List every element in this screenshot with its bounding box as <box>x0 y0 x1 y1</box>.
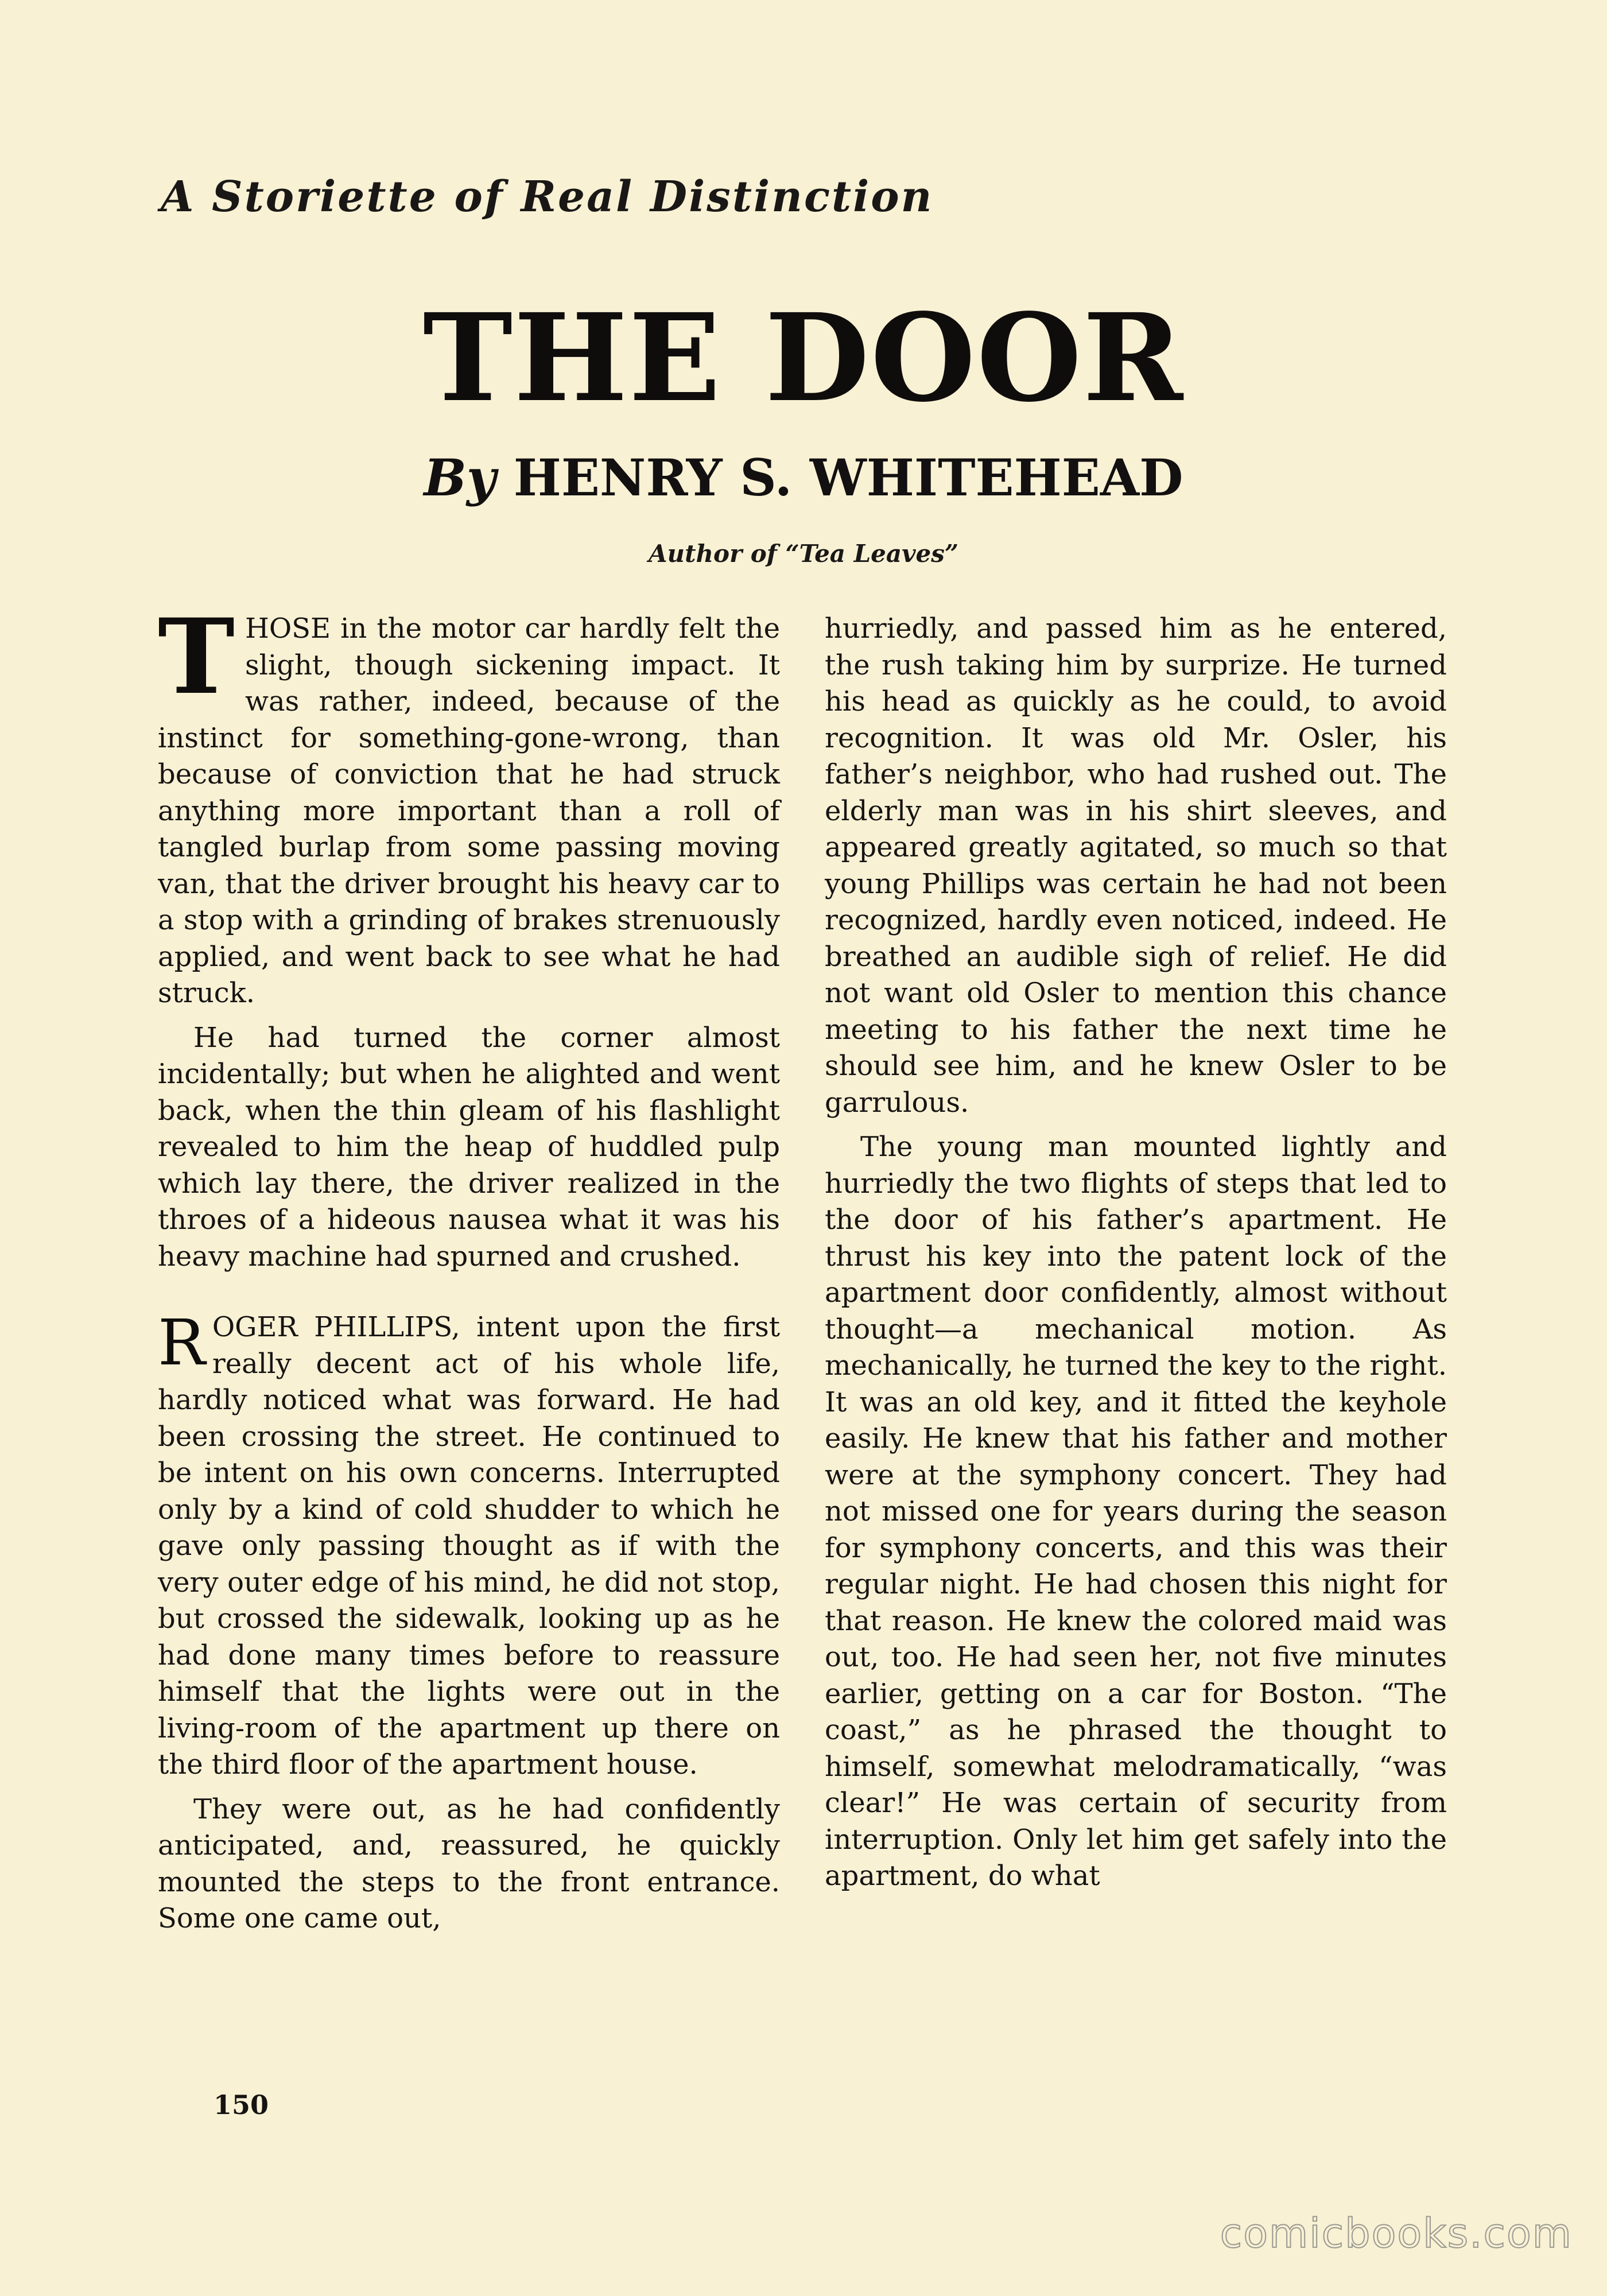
author-name: HENRY S. WHITEHEAD <box>513 448 1183 507</box>
watermark: comicbooks.com <box>1220 2210 1573 2257</box>
paragraph: They were out, as he had confidently anticipated, and, reassured, he quickly mounted the steps to the front entrance. Some one came out, <box>158 1793 780 1934</box>
paragraph: The young man mounted lightly and hurriedly the two flights of steps that led to the door of his father’s apartment. He thrust his key into the patent lock of the apartment door confidently, almost without thought—a mechanical motion. As mechanically, he turned the key to the right. It was an old key, and it fitted the keyhole easily. He knew that his father and mother were at the symphony concert. They had not missed one for years during the season for symphony concerts, and this was their regular night. He had chosen this night for that reason. He knew the colored maid was out, too. He had seen her, not five minutes earlier, getting on a car for Boston. “The coast,” as he phrased the thought to himself, somewhat melodramatically, “was clear!” He was certain of security from interruption. Only let him get safely into the apartment, do what <box>825 1131 1447 1892</box>
paragraph: He had turned the corner almost incidentally; but when he alighted and went back, when the thin gleam of his flashlight revealed to him the heap of huddled pulp which lay there, the driver realized in the throes of a hideous nausea what it was his heavy machine had spurned and crushed. <box>158 1021 780 1273</box>
left-column <box>158 596 780 1945</box>
byline-by: By <box>424 448 496 507</box>
right-column <box>825 611 1447 1903</box>
story-title: THE DOOR <box>422 287 1185 429</box>
paragraph <box>158 1306 780 1783</box>
paragraph-text: OGER PHILLIPS, intent upon the first really decent act of his whole life, hardly noticed what was forward. He had been crossing the street. He continued to be intent on his own concerns. Interrupted only by a kind of cold shudder to which he gave only passing thought as if with the very outer edge of his mind, he did not stop, but crossed the sidewalk, looking up as he had done many times before to reassure himself that the lights were out in the living-room of the apartment up there on the third floor of the apartment house. <box>158 1311 780 1781</box>
author-note: Author of “Tea Leaves” <box>648 540 959 568</box>
drop-cap: R <box>158 1306 205 1379</box>
paragraph-text: HOSE in the motor car hardly felt the slight, though sickening impact. It was rather, indeed, because of the instinct for something-gone-wrong, than because of conviction that he had struck anything more important than a roll of tangled burlap from some passing moving van, that the driver brought his heavy car to a stop with a grinding of brakes strenuously applied, and went back to see what he had struck. <box>158 612 780 1009</box>
paragraph: hurriedly, and passed him as he entered, the rush taking him by surprize. He turned his head as quickly as he could, to avoid recognition. It was old Mr. Osler, his father’s neighbor, who had rushed out. The elderly man was in his shirt sleeves, and appeared greatly agitated, so much so that young Phillips was certain he had not been recognized, hardly even noticed, indeed. He breathed an audible sigh of relief. He did not want old Osler to mention this chance meeting to his father the next time he should see him, and he knew Osler to be garrulous. <box>825 612 1447 1119</box>
page-number: 150 <box>214 2089 269 2120</box>
kicker-heading: A Storiette of Real Distinction <box>161 172 934 222</box>
drop-cap: T <box>158 596 235 718</box>
paragraph <box>158 596 780 1012</box>
byline <box>0 448 1607 507</box>
